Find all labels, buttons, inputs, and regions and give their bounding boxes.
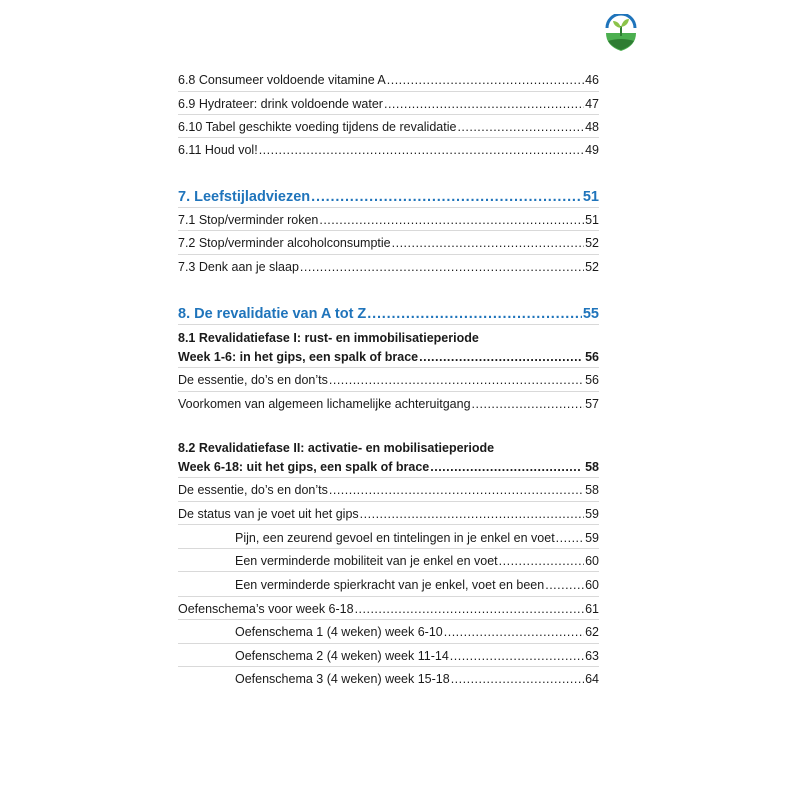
toc-leader xyxy=(419,349,581,365)
toc-entry-title: Oefenschema 3 (4 weken) week 15-18 xyxy=(235,672,450,686)
toc-page-number: 61 xyxy=(585,602,599,616)
toc-entry-title: De essentie, do’s en don’ts xyxy=(178,373,328,387)
toc-page-number: 51 xyxy=(582,189,599,205)
toc-entry-title: 7.3 Denk aan je slaap xyxy=(178,260,299,274)
toc-entry-title: 6.11 Houd vol! xyxy=(178,143,258,157)
toc-entry-title: 6.10 Tabel geschikte voeding tijdens de revalidatie xyxy=(178,120,457,134)
toc-leader xyxy=(319,212,584,228)
toc-entry[interactable] xyxy=(178,392,599,412)
toc-section[interactable] xyxy=(178,455,599,475)
toc-page-number: 55 xyxy=(582,306,599,322)
toc-entry-title: Een verminderde spierkracht van je enkel, voet en been xyxy=(235,578,545,592)
toc-chapter-title: 7. Leefstijladviezen xyxy=(178,189,311,205)
toc-leader xyxy=(384,96,584,112)
toc-entry-title: Pijn, een zeurend gevoel en tintelingen in je enkel en voet xyxy=(235,531,555,545)
toc-entry[interactable] xyxy=(178,478,599,498)
toc-page-number: 52 xyxy=(585,260,599,274)
toc-leader xyxy=(392,235,584,251)
toc-page-number: 47 xyxy=(585,97,599,111)
toc-page-number: 64 xyxy=(585,672,599,686)
toc-leader xyxy=(367,306,582,322)
toc-entry[interactable] xyxy=(178,597,599,617)
toc-leader xyxy=(430,459,581,475)
toc-leader xyxy=(259,142,584,158)
toc-leader xyxy=(311,189,582,205)
toc-leader xyxy=(472,396,585,412)
toc-leader xyxy=(360,506,584,522)
toc-section[interactable] xyxy=(178,345,599,365)
toc-entry[interactable] xyxy=(178,92,599,112)
toc-page-number: 59 xyxy=(585,507,599,521)
toc-entry[interactable] xyxy=(235,667,599,687)
divider xyxy=(178,524,599,525)
toc-page-number: 62 xyxy=(585,625,599,639)
toc-entry-title: Voorkomen van algemeen lichamelijke achteruitgang xyxy=(178,397,471,411)
toc-leader xyxy=(457,119,584,135)
toc-page-number: 60 xyxy=(585,578,599,592)
toc-entry-title: 7.1 Stop/verminder roken xyxy=(178,213,319,227)
divider xyxy=(178,324,599,325)
toc-entry[interactable] xyxy=(235,644,599,664)
toc-entry-title: Oefenschema 2 (4 weken) week 11-14 xyxy=(235,649,449,663)
toc-section-heading: 8.2 Revalidatiefase II: activatie- en mobilisatieperiode xyxy=(178,441,495,455)
toc-section-title: Week 1-6: in het gips, een spalk of brace xyxy=(178,350,419,364)
toc-entry[interactable] xyxy=(178,368,599,388)
toc-page-number: 52 xyxy=(585,236,599,250)
toc-section-heading: 8.1 Revalidatiefase I: rust- en immobilisatieperiode xyxy=(178,331,479,345)
toc-chapter[interactable] xyxy=(178,183,599,205)
toc-chapter[interactable] xyxy=(178,300,599,322)
toc-leader xyxy=(444,624,584,640)
toc-entry[interactable] xyxy=(178,231,599,251)
toc-leader xyxy=(556,530,584,546)
toc-entry-title: 7.2 Stop/verminder alcoholconsumptie xyxy=(178,236,391,250)
toc-entry[interactable] xyxy=(178,502,599,522)
toc-entry-title: Oefenschema’s voor week 6-18 xyxy=(178,602,354,616)
toc-entry[interactable] xyxy=(235,549,599,569)
toc-page-number: 59 xyxy=(585,531,599,545)
toc-entry[interactable] xyxy=(235,573,599,593)
toc-leader xyxy=(499,553,584,569)
toc-leader xyxy=(387,72,584,88)
toc-leader xyxy=(450,648,584,664)
toc-entry[interactable] xyxy=(178,115,599,135)
toc-leader xyxy=(355,601,585,617)
toc-leader xyxy=(300,259,584,275)
toc-page-number: 46 xyxy=(585,73,599,87)
toc-entry-title: De status van je voet uit het gips xyxy=(178,507,359,521)
toc-entry[interactable] xyxy=(235,526,599,546)
toc-entry-title: Oefenschema 1 (4 weken) week 6-10 xyxy=(235,625,443,639)
toc-entry[interactable] xyxy=(178,208,599,228)
toc-entry[interactable] xyxy=(178,138,599,158)
toc-page-number: 60 xyxy=(585,554,599,568)
divider xyxy=(178,571,599,572)
toc-page-number: 49 xyxy=(585,143,599,157)
toc-page-number: 58 xyxy=(585,460,599,474)
toc-page-number: 57 xyxy=(585,397,599,411)
toc-entry-title: De essentie, do’s en don’ts xyxy=(178,483,328,497)
toc-leader xyxy=(545,577,584,593)
toc-page-number: 48 xyxy=(585,120,599,134)
toc-entry-title: 6.8 Consumeer voldoende vitamine A xyxy=(178,73,386,87)
toc-leader xyxy=(329,482,584,498)
toc-entry[interactable] xyxy=(178,68,599,88)
toc-entry-title: Een verminderde mobiliteit van je enkel en voet xyxy=(235,554,498,568)
toc-section-title: Week 6-18: uit het gips, een spalk of brace xyxy=(178,460,430,474)
toc-leader xyxy=(451,671,584,687)
toc-entry[interactable] xyxy=(235,620,599,640)
toc-page-number: 58 xyxy=(585,483,599,497)
toc-entry[interactable] xyxy=(178,255,599,275)
toc-page-number: 51 xyxy=(585,213,599,227)
toc-entry-title: 6.9 Hydrateer: drink voldoende water xyxy=(178,97,383,111)
toc-page-number: 56 xyxy=(585,350,599,364)
toc-page-number: 63 xyxy=(585,649,599,663)
toc-chapter-title: 8. De revalidatie van A tot Z xyxy=(178,306,367,322)
toc-page-number: 56 xyxy=(585,373,599,387)
toc-leader xyxy=(329,372,584,388)
sprout-logo xyxy=(603,14,639,52)
